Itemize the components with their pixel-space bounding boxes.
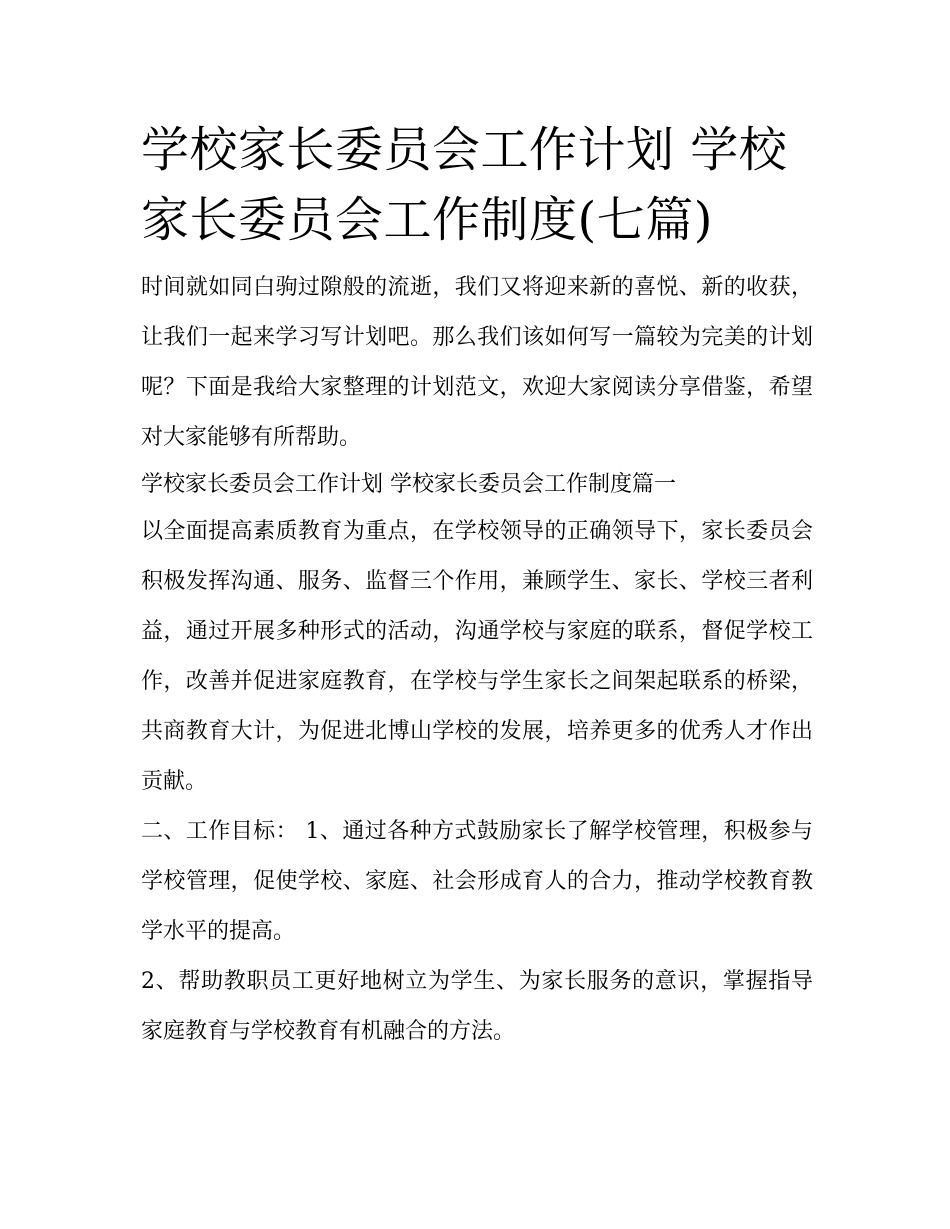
document-title: 学校家长委员会工作计划 学校家长委员会工作制度(七篇) xyxy=(141,122,788,248)
goal-2-paragraph: 2、帮助教职员工更好地树立为学生、为家长服务的意识，掌握指导家庭教育与学校教育有机融合的方法。 xyxy=(141,969,813,1044)
document-body xyxy=(141,115,813,1057)
work-goals-paragraph: 二、工作目标： 1、通过各种方式鼓励家长了解学校管理，积极参与学校管理，促使学校、家庭、社会形成育人的合力，推动学校教育教学水平的提高。 xyxy=(141,819,813,944)
section-heading: 学校家长委员会工作计划 学校家长委员会工作制度篇一 xyxy=(141,472,676,497)
intro-paragraph: 时间就如同白驹过隙般的流逝，我们又将迎来新的喜悦、新的收获，让我们一起来学习写计划吧。那么我们该如何写一篇较为完美的计划呢？下面是我给大家整理的计划范文，欢迎大家阅读分享借鉴，希望对大家能够有所帮助。 xyxy=(141,275,813,450)
body-paragraph: 以全面提高素质教育为重点，在学校领导的正确领导下，家长委员会积极发挥沟通、服务、监督三个作用，兼顾学生、家长、学校三者利益，通过开展多种形式的活动，沟通学校与家庭的联系，督促学校工作，改善并促进家庭教育，在学校与学生家长之间架起联系的桥梁，共商教育大计，为促进北博山学校的发展，培养更多的优秀人才作出贡献。 xyxy=(141,519,813,794)
